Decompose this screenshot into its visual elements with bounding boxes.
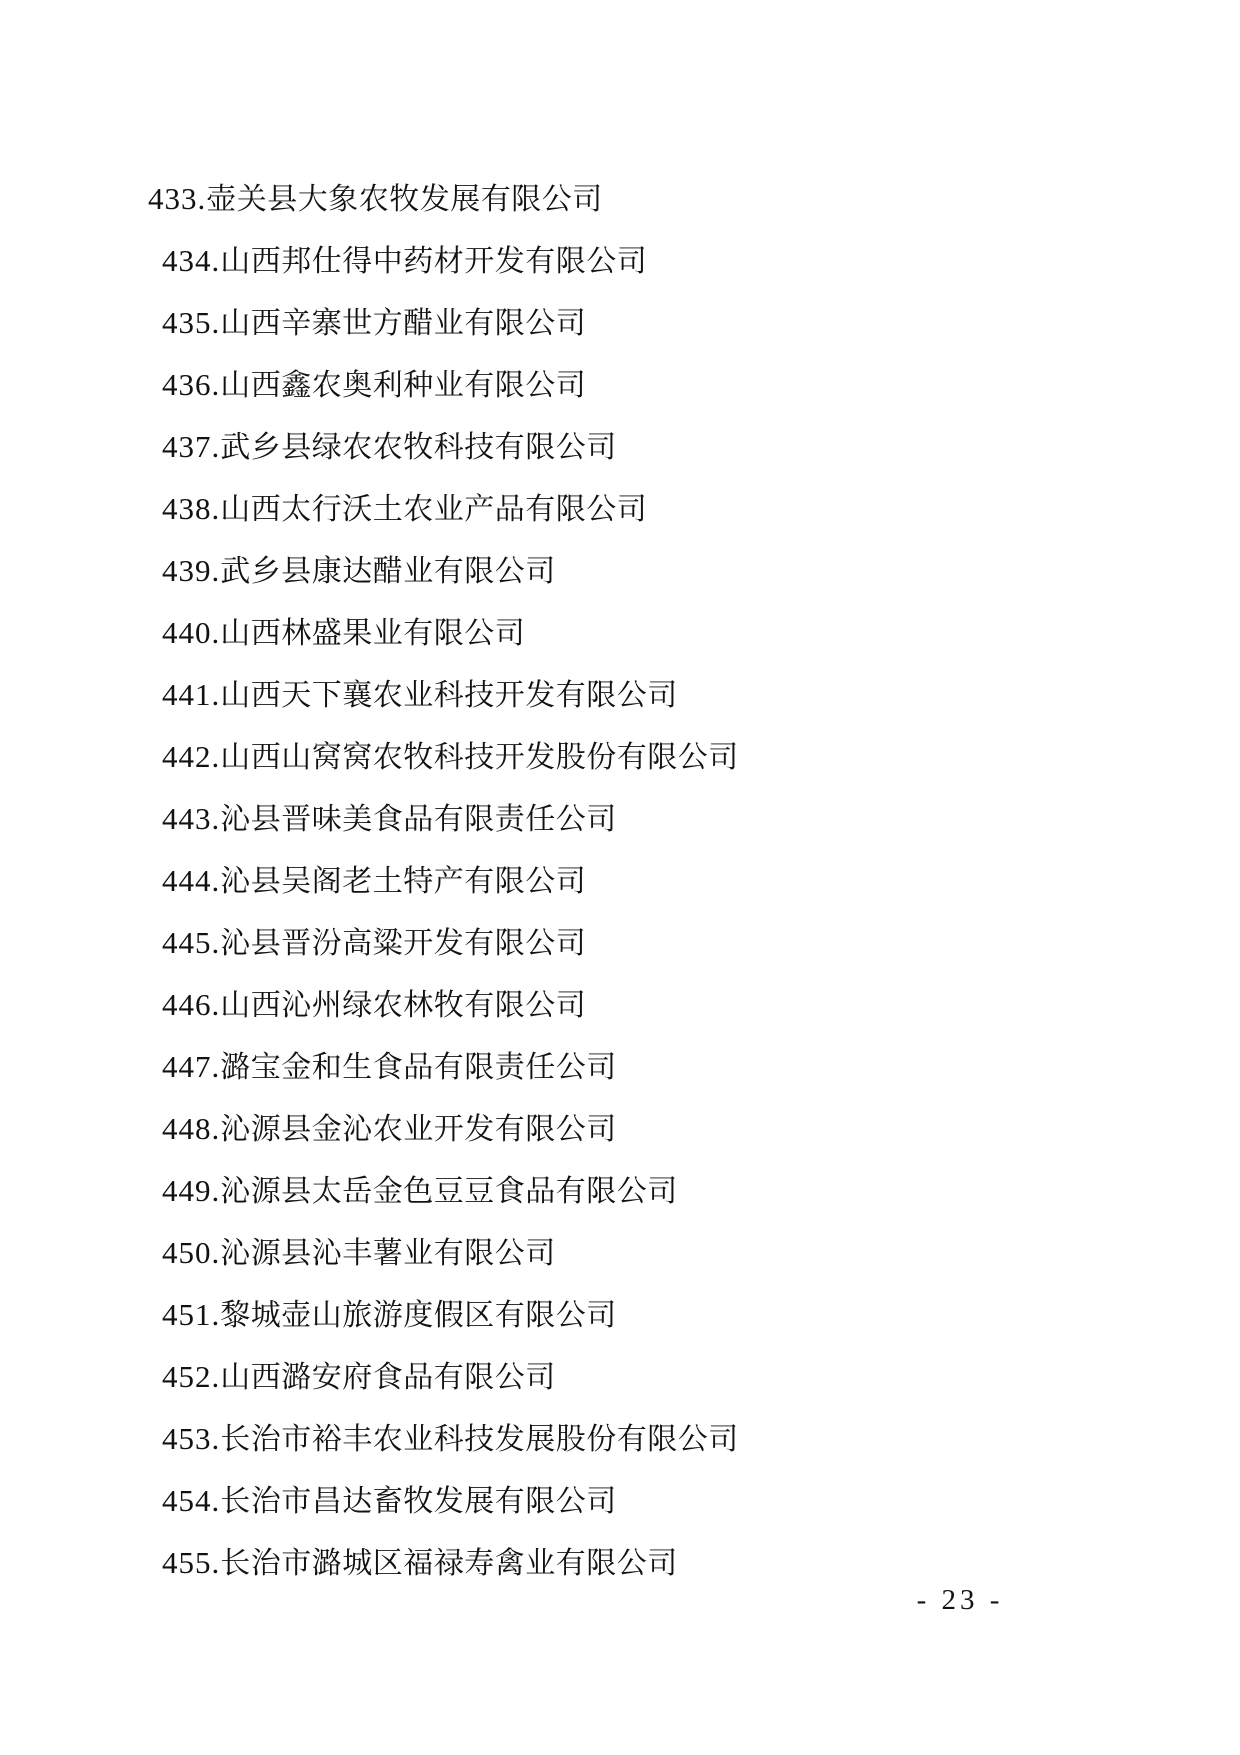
list-item	[148, 416, 1108, 478]
list-item-name: 山西太行沃土农业产品有限公司	[220, 492, 648, 527]
list-item-name: 长治市昌达畜牧发展有限公司	[220, 1484, 617, 1519]
list-item-number: 455.	[162, 1545, 221, 1580]
list-item-number: 443.	[162, 801, 221, 836]
list-item-number: 452.	[162, 1359, 221, 1394]
list-item	[148, 1222, 1108, 1284]
list-item-name: 武乡县绿农农牧科技有限公司	[220, 430, 617, 465]
list-item-name: 沁源县沁丰薯业有限公司	[220, 1236, 556, 1271]
list-item-name: 黎城壶山旅游度假区有限公司	[220, 1298, 617, 1333]
company-list	[148, 168, 1108, 1594]
list-item-name: 武乡县康达醋业有限公司	[220, 554, 556, 589]
list-item-number: 453.	[162, 1421, 221, 1456]
list-item	[148, 478, 1108, 540]
list-item	[148, 168, 1108, 230]
list-item	[148, 1284, 1108, 1346]
list-item	[148, 850, 1108, 912]
list-item	[148, 788, 1108, 850]
list-item-number: 436.	[162, 367, 221, 402]
list-item	[148, 1408, 1108, 1470]
list-item-number: 435.	[162, 305, 221, 340]
list-item	[148, 726, 1108, 788]
list-item	[148, 1098, 1108, 1160]
list-item-number: 437.	[162, 429, 221, 464]
list-item-number: 451.	[162, 1297, 221, 1332]
list-item-number: 438.	[162, 491, 221, 526]
list-item-number: 450.	[162, 1235, 221, 1270]
list-item-name: 山西山窝窝农牧科技开发股份有限公司	[220, 740, 739, 775]
list-item	[148, 1470, 1108, 1532]
list-item	[148, 664, 1108, 726]
list-item-number: 442.	[162, 739, 221, 774]
list-item-name: 沁县晋味美食品有限责任公司	[220, 802, 617, 837]
list-item-name: 沁源县太岳金色豆豆食品有限公司	[220, 1174, 678, 1209]
list-item-number: 447.	[162, 1049, 221, 1084]
list-item-name: 山西沁州绿农林牧有限公司	[220, 988, 587, 1023]
list-item-name: 沁县晋汾高粱开发有限公司	[220, 926, 587, 961]
list-item-name: 长治市潞城区福禄寿禽业有限公司	[220, 1546, 678, 1581]
list-item-number: 448.	[162, 1111, 221, 1146]
list-item	[148, 602, 1108, 664]
list-item-name: 山西鑫农奥利种业有限公司	[220, 368, 587, 403]
list-item-number: 440.	[162, 615, 221, 650]
list-item	[148, 1036, 1108, 1098]
list-item-number: 454.	[162, 1483, 221, 1518]
list-item-name: 沁源县金沁农业开发有限公司	[220, 1112, 617, 1147]
list-item-name: 长治市裕丰农业科技发展股份有限公司	[220, 1422, 739, 1457]
list-item-number: 444.	[162, 863, 221, 898]
list-item-name: 山西邦仕得中药材开发有限公司	[220, 244, 648, 279]
list-item-name: 潞宝金和生食品有限责任公司	[220, 1050, 617, 1085]
list-item-number: 439.	[162, 553, 221, 588]
list-item-number: 446.	[162, 987, 221, 1022]
list-item-number: 441.	[162, 677, 221, 712]
list-item	[148, 230, 1108, 292]
list-item-number: 433.	[148, 181, 207, 216]
list-item	[148, 292, 1108, 354]
list-item	[148, 540, 1108, 602]
list-item-name: 山西潞安府食品有限公司	[220, 1360, 556, 1395]
list-item-name: 沁县吴阁老土特产有限公司	[220, 864, 587, 899]
list-item-number: 445.	[162, 925, 221, 960]
list-item-name: 壶关县大象农牧发展有限公司	[206, 182, 603, 217]
list-item	[148, 1346, 1108, 1408]
list-item-number: 449.	[162, 1173, 221, 1208]
list-item-number: 434.	[162, 243, 221, 278]
list-item-name: 山西林盛果业有限公司	[220, 616, 526, 651]
list-item	[148, 354, 1108, 416]
list-item-name: 山西天下襄农业科技开发有限公司	[220, 678, 678, 713]
page-footer	[0, 1584, 1240, 1617]
list-item-name: 山西辛寨世方醋业有限公司	[220, 306, 587, 341]
page-number: - 23 -	[916, 1584, 1004, 1616]
list-item	[148, 1160, 1108, 1222]
list-item	[148, 974, 1108, 1036]
list-item	[148, 912, 1108, 974]
